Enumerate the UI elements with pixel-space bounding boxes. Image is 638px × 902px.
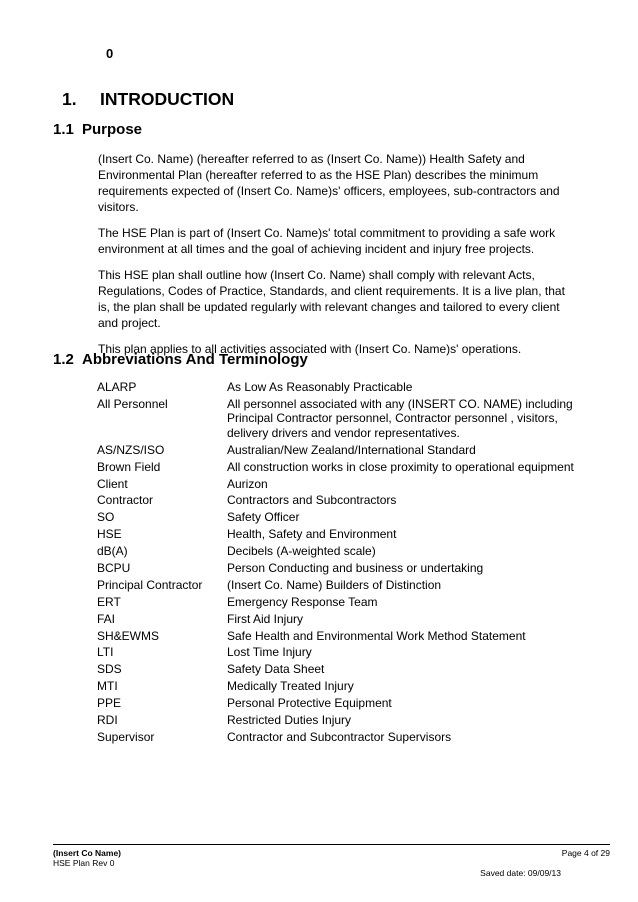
abbreviation-definition: Safety Data Sheet (227, 662, 325, 677)
abbreviation-definition: Decibels (A-weighted scale) (227, 544, 376, 559)
table-row (97, 662, 577, 679)
abbreviation-definition: (Insert Co. Name) Builders of Distinction (227, 577, 442, 592)
abbreviation-definition: All construction works in close proximity to operational equipment (227, 459, 574, 474)
table-row (97, 493, 577, 510)
table-row (97, 527, 577, 544)
abbreviation-definition: Health, Safety and Environment (227, 527, 397, 542)
abbreviation-definition: First Aid Injury (227, 611, 304, 626)
table-row (97, 443, 577, 460)
table-row (97, 510, 577, 527)
abbreviation-term: HSE (97, 527, 122, 542)
purpose-paragraph: This HSE plan shall outline how (Insert Co. Name) shall comply with relevant Acts, Regulations, Codes of Practice, Standards, and client requirements. It is a live plan, that is, the plan shall be updated regularly with relevant changes and tailored to every client and project. (98, 268, 565, 330)
table-row (97, 645, 577, 662)
abbreviation-definition: Restricted Duties Injury (227, 713, 352, 728)
footer-divider (53, 844, 610, 845)
table-row (97, 612, 577, 629)
footer-page-number: Page 4 of 29 (561, 848, 610, 858)
abbreviation-term: RDI (97, 713, 118, 728)
purpose-paragraph: (Insert Co. Name) (hereafter referred to as (Insert Co. Name)) Health Safety and Environmental Plan (hereafter referred to as the HSE Plan) describes the minimum requirements expected of (Insert Co. Name)s' officers, employees, sub-contractors and visitors. (98, 152, 560, 214)
subsection-title: Abbreviations And Terminology (82, 351, 308, 368)
abbreviation-definition: Australian/New Zealand/International Standard (227, 442, 476, 457)
purpose-body (98, 151, 568, 367)
abbreviation-term: Client (97, 476, 128, 491)
section-title: INTRODUCTION (100, 89, 235, 109)
abbreviation-definition: Personal Protective Equipment (227, 696, 392, 711)
abbreviation-definition: Contractor and Subcontractor Supervisors (227, 729, 452, 744)
table-row (97, 679, 577, 696)
abbreviation-definition: Safe Health and Environmental Work Method Statement (227, 628, 526, 643)
abbreviation-definition: Emergency Response Team (227, 594, 378, 609)
subsection-title: Purpose (82, 121, 143, 138)
abbreviations-table-body (97, 380, 577, 747)
abbreviation-term: SO (97, 510, 115, 525)
table-row (97, 477, 577, 494)
abbreviation-term: SH&EWMS (97, 628, 160, 643)
table-row (97, 380, 577, 397)
abbreviation-term: Contractor (97, 493, 154, 508)
table-row (97, 544, 577, 561)
purpose-paragraph: The HSE Plan is part of (Insert Co. Name)s' total commitment to providing a safe work environment at all times and the goal of achieving incident and injury free projects. (98, 226, 556, 256)
page-marker: 0 (106, 46, 114, 61)
abbreviation-term: AS/NZS/ISO (97, 442, 165, 457)
section-heading-introduction (62, 89, 234, 110)
abbreviation-definition: Person Conducting and business or undertaking (227, 561, 484, 576)
section-number: 1. (62, 89, 77, 109)
abbreviation-term: ERT (97, 594, 121, 609)
abbreviation-term: Principal Contractor (97, 577, 203, 592)
table-row (97, 460, 577, 477)
table-row (97, 730, 577, 747)
abbreviation-term: All Personnel (97, 396, 168, 411)
table-row (97, 629, 577, 646)
abbreviation-term: dB(A) (97, 544, 128, 559)
abbreviation-term: Supervisor (97, 729, 155, 744)
abbreviation-term: Brown Field (97, 459, 161, 474)
subsection-number: 1.2 (53, 351, 74, 368)
abbreviation-term: ALARP (97, 380, 137, 394)
subsection-heading-abbreviations (53, 351, 308, 368)
footer-saved-date: Saved date: 09/09/13 (480, 868, 561, 878)
table-row (97, 595, 577, 612)
footer-company: (Insert Co Name) (53, 848, 122, 858)
abbreviation-term: LTI (97, 645, 114, 660)
footer-left (53, 848, 121, 868)
abbreviation-definition: As Low As Reasonably Practicable (227, 380, 413, 394)
abbreviations-table (97, 380, 577, 747)
abbreviation-term: SDS (97, 662, 122, 677)
abbreviation-definition: Contractors and Subcontractors (227, 493, 397, 508)
abbreviation-term: BCPU (97, 561, 131, 576)
table-row (97, 397, 577, 443)
abbreviation-term: MTI (97, 679, 118, 694)
subsection-number: 1.1 (53, 121, 74, 138)
table-row (97, 578, 577, 595)
abbreviation-definition: Medically Treated Injury (227, 679, 354, 694)
table-row (97, 561, 577, 578)
abbreviation-definition: All personnel associated with any (INSERT CO. NAME) including Principal Contractor personnel, Contractor personnel , visitors, delivery drivers and vendor representatives. (227, 396, 573, 440)
abbreviation-definition: Safety Officer (227, 510, 300, 525)
subsection-heading-purpose (53, 121, 142, 138)
abbreviation-term: FAI (97, 611, 116, 626)
purpose-paragraph: This plan applies to all activities associated with (Insert Co. Name)s' operations. (98, 342, 522, 356)
table-row (97, 713, 577, 730)
abbreviation-definition: Lost Time Injury (227, 645, 312, 660)
abbreviation-term: PPE (97, 696, 122, 711)
footer-plan-rev: HSE Plan Rev 0 (53, 858, 115, 868)
table-row (97, 696, 577, 713)
abbreviation-definition: Aurizon (227, 476, 268, 491)
